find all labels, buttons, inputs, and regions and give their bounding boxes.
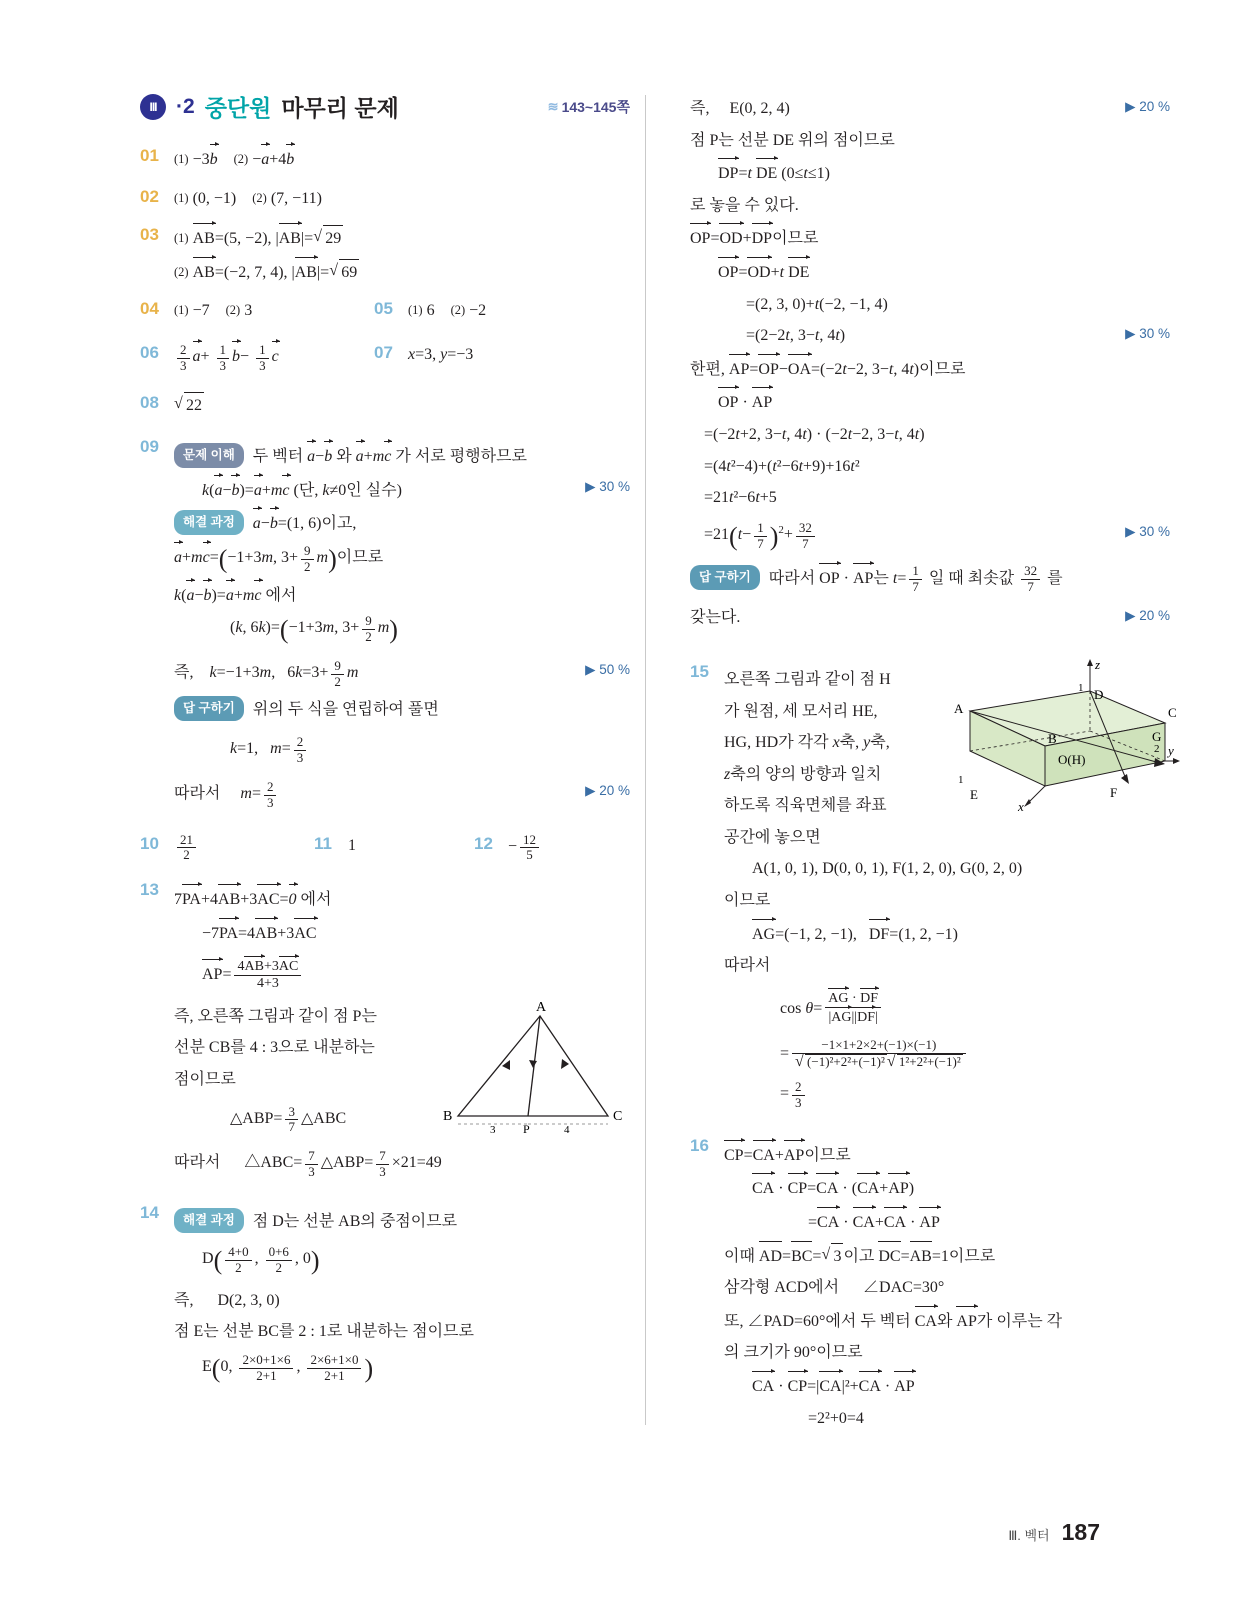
answer-number: 02 bbox=[140, 186, 159, 206]
answer-body: (1) −3b (2) −a+4b bbox=[174, 145, 630, 173]
answer-number: 12 bbox=[474, 833, 493, 853]
svg-text:1: 1 bbox=[958, 773, 964, 786]
step-answer: 답 구하기 위의 두 식을 연립하여 풀면 bbox=[174, 696, 630, 723]
section-number: ·2 bbox=[176, 94, 195, 118]
chip-problem-understanding: 문제 이해 bbox=[174, 443, 244, 468]
answer-item-14 bbox=[140, 1202, 630, 1390]
chip-solution-process: 해결 과정 bbox=[174, 510, 244, 535]
svg-text:C: C bbox=[1168, 704, 1177, 720]
svg-text:A: A bbox=[536, 999, 547, 1015]
svg-text:3: 3 bbox=[490, 1123, 496, 1136]
step-line: (k, 6k)=(−1+3m, 3+ $\frac{9}{2}$ m) bbox=[230, 613, 398, 645]
left-column bbox=[140, 90, 630, 1403]
answer-body: 해결 과정 점 D는 선분 AB의 중점이므로 D( $\frac{4+0}{2}$ , $\frac{0+6}{2}$ , 0) 즉, D(2, 3, 0) 점 E는 선분 BC를 2 : 1로 내분하는 점이므로 E(0, $\frac{2\times 0+1\times 6}{2+1}$ , $\frac{2\times 6+1\times 0}{2+1}$ ) bbox=[174, 1202, 630, 1390]
answer-body: CP=CA+AP이므로 CA · CP=CA · (CA+AP) =CA · CA+CA · AP 이때 AD=BC= √ 3 이고 DC=AB=1이므로 삼각형 ACD에서 ∠DAC=30° 또, ∠PAD=60°에서 두 벡터 CA와 AP가 이루는 각 의 크기가 90°이므로 CA · CP=|CA|²+CA · AP =2²+0=4 bbox=[724, 1135, 1170, 1437]
answer-number: 04 bbox=[140, 299, 159, 319]
svg-text:B: B bbox=[1048, 730, 1057, 746]
step-line: 가 원점, 세 모서리 HE, bbox=[724, 702, 878, 720]
step-line: = $\frac{2}{3}$ bbox=[724, 1080, 1170, 1111]
score-percent: ▶ 30 % bbox=[585, 478, 630, 494]
page-range-label: 143~145쪽 bbox=[561, 98, 630, 115]
answer-number: 11 bbox=[314, 833, 332, 853]
chip-find-answer: 답 구하기 bbox=[174, 696, 244, 721]
answer-item-10-12 bbox=[140, 833, 630, 864]
step-line: 오른쪽 그림과 같이 점 H bbox=[724, 670, 891, 688]
section-header bbox=[140, 90, 630, 123]
step-line: a+mc=(−1+3m, 3+ $\frac{9}{2}$ m)이므로 bbox=[174, 542, 384, 574]
cuboid-figure bbox=[940, 651, 1180, 835]
step-line: 공간에 놓으면 bbox=[724, 828, 821, 846]
svg-text:P: P bbox=[523, 1121, 530, 1136]
svg-text:C: C bbox=[613, 1108, 623, 1124]
section-title: 마무리 문제 bbox=[281, 95, 399, 121]
answer-item-13 bbox=[140, 879, 630, 1186]
triangle-figure bbox=[440, 998, 630, 1152]
score-percent: ▶ 20 % bbox=[1125, 99, 1170, 114]
answer-number: 06 bbox=[140, 342, 159, 362]
step-line: k=1, m= $\frac{2}{3}$ bbox=[174, 735, 630, 766]
chapter-badge: III bbox=[140, 94, 166, 120]
step-line: 하도록 직육면체를 좌표 bbox=[724, 797, 887, 815]
page-footer bbox=[1008, 1519, 1100, 1546]
step-line: A(1, 0, 1), D(0, 0, 1), F(1, 2, 0), G(0, 2, 0) bbox=[752, 860, 1023, 878]
step-line: k(a−b)=a+mc 에서 bbox=[174, 581, 630, 609]
answer-body: (1) AB=(5, −2), |AB|= √ 29 (2) AB=(−2, 7, 4), |AB|= √ 69 bbox=[174, 224, 630, 285]
answer-item-02 bbox=[140, 186, 630, 212]
step-line: ▶ 30 % k(a−b)=a+mc (단, k≠0인 실수) bbox=[174, 476, 630, 504]
answer-number: 14 bbox=[140, 1203, 159, 1223]
step-line: ▶ 20 % 따라서 m= $\frac{2}{3}$ bbox=[174, 778, 630, 810]
answer-number: 05 bbox=[374, 299, 393, 319]
answer-item-14-continued: ▶ 20 % 즉, E(0, 2, 4) 점 P는 선분 DE 위의 점이므로 DP=t DE (0≤t≤1) 로 놓을 수 있다. OP=OD+DP이므로 OP=OD+t DE =(2, 3, 0)+t(−2, −1, 4) ▶ 30 % =(2−2t, 3−t, 4t) 한편, AP=OP−OA=(−2t−2, 3−t, 4t)이므로 OP · AP =(−2t+2, 3−t, 4t) · (−2t−2, 3−t, 4t) =(4t²−4)+(t²−6t+9)+16t² =21t²−6t+5 ▶ 30 % =21(t− $\frac{1}{7}$ )$^2$+ $\frac{32}{7}$ 답 구하기 따라서 OP · AP는 t= $\frac{1}{7}$ 일 때 최솟값 $\frac{32}{7}$ 를 ▶ 20 % 갖는다. bbox=[690, 96, 1170, 631]
section-title-accent: 중단원 bbox=[204, 95, 272, 121]
page-range bbox=[548, 97, 630, 117]
step-understand: 문제 이해 두 벡터 a−b 와 a+mc 가 서로 평행하므로 bbox=[174, 442, 630, 470]
svg-text:z: z bbox=[1095, 656, 1101, 672]
step-line: cos θ= $\frac{AG \cdot DF}{|AG||DF|}$ bbox=[724, 989, 1170, 1026]
chip-solution-process: 해결 과정 bbox=[174, 1208, 244, 1233]
svg-text:x: x bbox=[1018, 798, 1024, 814]
answer-number: 08 bbox=[140, 392, 159, 412]
answer-body bbox=[174, 436, 630, 816]
answer-number: 13 bbox=[140, 880, 159, 900]
score-percent: ▶ 50 % bbox=[585, 662, 630, 678]
answer-item-01 bbox=[140, 145, 630, 173]
svg-text:F: F bbox=[1110, 784, 1118, 800]
answer-body: $\frac{21}{2}$ 11 1 12 − $\frac{12}{5}$ bbox=[174, 833, 630, 864]
answer-item-06-07 bbox=[140, 342, 630, 374]
svg-text:2: 2 bbox=[1154, 742, 1160, 755]
answer-body: (1) −7 (2) 3 05 (1) 6 (2) −2 bbox=[174, 298, 630, 324]
answer-body: 7PA+4AB+3AC=0 에서 −7PA=4AB+3AC AP= $\frac{4AB+3AC}{4+3}$ A B C P 3 4 즉, 오른쪽 그림과 같이 점 P는 선분 CB를 4 : 3으로 내분하는 점이므로 △ABP= $\frac{3}{7}$ △ABC 따라서 △ABC= $\frac{7}{3}$ △ABP= $\frac{7}{3}$ ×21=49 bbox=[174, 879, 630, 1186]
score-percent: ▶ 20 % bbox=[1125, 608, 1170, 624]
chip-find-answer: 답 구하기 bbox=[690, 565, 760, 590]
score-percent: ▶ 30 % bbox=[1125, 326, 1170, 342]
answer-body: √ 22 bbox=[174, 392, 630, 419]
svg-text:4: 4 bbox=[564, 1123, 570, 1136]
wave-icon: ≋ bbox=[547, 98, 557, 114]
answer-item-04-05 bbox=[140, 298, 630, 324]
answer-body: (1) (0, −1) (2) (7, −11) bbox=[174, 189, 322, 207]
step-line: ▶ 50 % 즉, k=−1+3m, 6k=3+ $\frac{9}{2}$ m bbox=[174, 658, 630, 690]
answer-item-16 bbox=[690, 1135, 1170, 1437]
answer-number: 16 bbox=[690, 1135, 709, 1155]
answer-number: 01 bbox=[140, 146, 159, 165]
svg-text:G: G bbox=[1152, 728, 1162, 744]
step-solving: 해결 과정 a−b=(1, 6)이고, bbox=[174, 509, 630, 537]
step-line: = −1×1+2×2+(−1)×(−1) √ (−1)²+2²+(−1)² √ 1²+2²+(−1)² bbox=[724, 1038, 1170, 1070]
answer-body: $\frac{2}{3}$ a+ $\frac{1}{3}$ b− $\frac{1}{3}$ c 07 x=3, y=−3 bbox=[174, 342, 630, 374]
score-percent: ▶ 20 % bbox=[585, 782, 630, 798]
footer-page-number: 187 bbox=[1061, 1519, 1100, 1545]
svg-text:y: y bbox=[1168, 742, 1174, 758]
answer-item-15 bbox=[690, 656, 1177, 1117]
svg-text:A: A bbox=[954, 700, 964, 716]
svg-text:O(H): O(H) bbox=[1058, 751, 1086, 767]
answer-number: 07 bbox=[374, 342, 393, 362]
answer-number: 10 bbox=[140, 833, 159, 853]
right-column bbox=[690, 90, 1177, 1450]
answer-item-03 bbox=[140, 224, 630, 285]
footer-chapter: Ⅲ. 벡터 bbox=[1008, 1528, 1050, 1543]
answer-number: 15 bbox=[690, 661, 709, 681]
svg-text:B: B bbox=[443, 1108, 453, 1124]
svg-text:E: E bbox=[970, 786, 978, 802]
svg-text:D: D bbox=[1094, 686, 1104, 702]
score-percent: ▶ 30 % bbox=[1125, 523, 1170, 539]
svg-text:1: 1 bbox=[1078, 681, 1084, 694]
answer-body bbox=[724, 656, 1177, 1117]
answer-number: 09 bbox=[140, 437, 159, 457]
answer-item-08 bbox=[140, 392, 630, 419]
answer-item-09 bbox=[140, 436, 630, 816]
step-line: HG, HD가 각각 x축, y축, bbox=[724, 734, 890, 752]
step-line: 이므로 bbox=[724, 892, 771, 910]
step-line: 따라서 bbox=[724, 957, 771, 975]
step-line: AG=(−1, 2, −1), DF=(1, 2, −1) bbox=[724, 920, 1170, 948]
step-line: z축의 양의 방향과 일치 bbox=[724, 765, 882, 783]
column-divider bbox=[645, 95, 646, 1425]
answer-number: 03 bbox=[140, 225, 159, 245]
